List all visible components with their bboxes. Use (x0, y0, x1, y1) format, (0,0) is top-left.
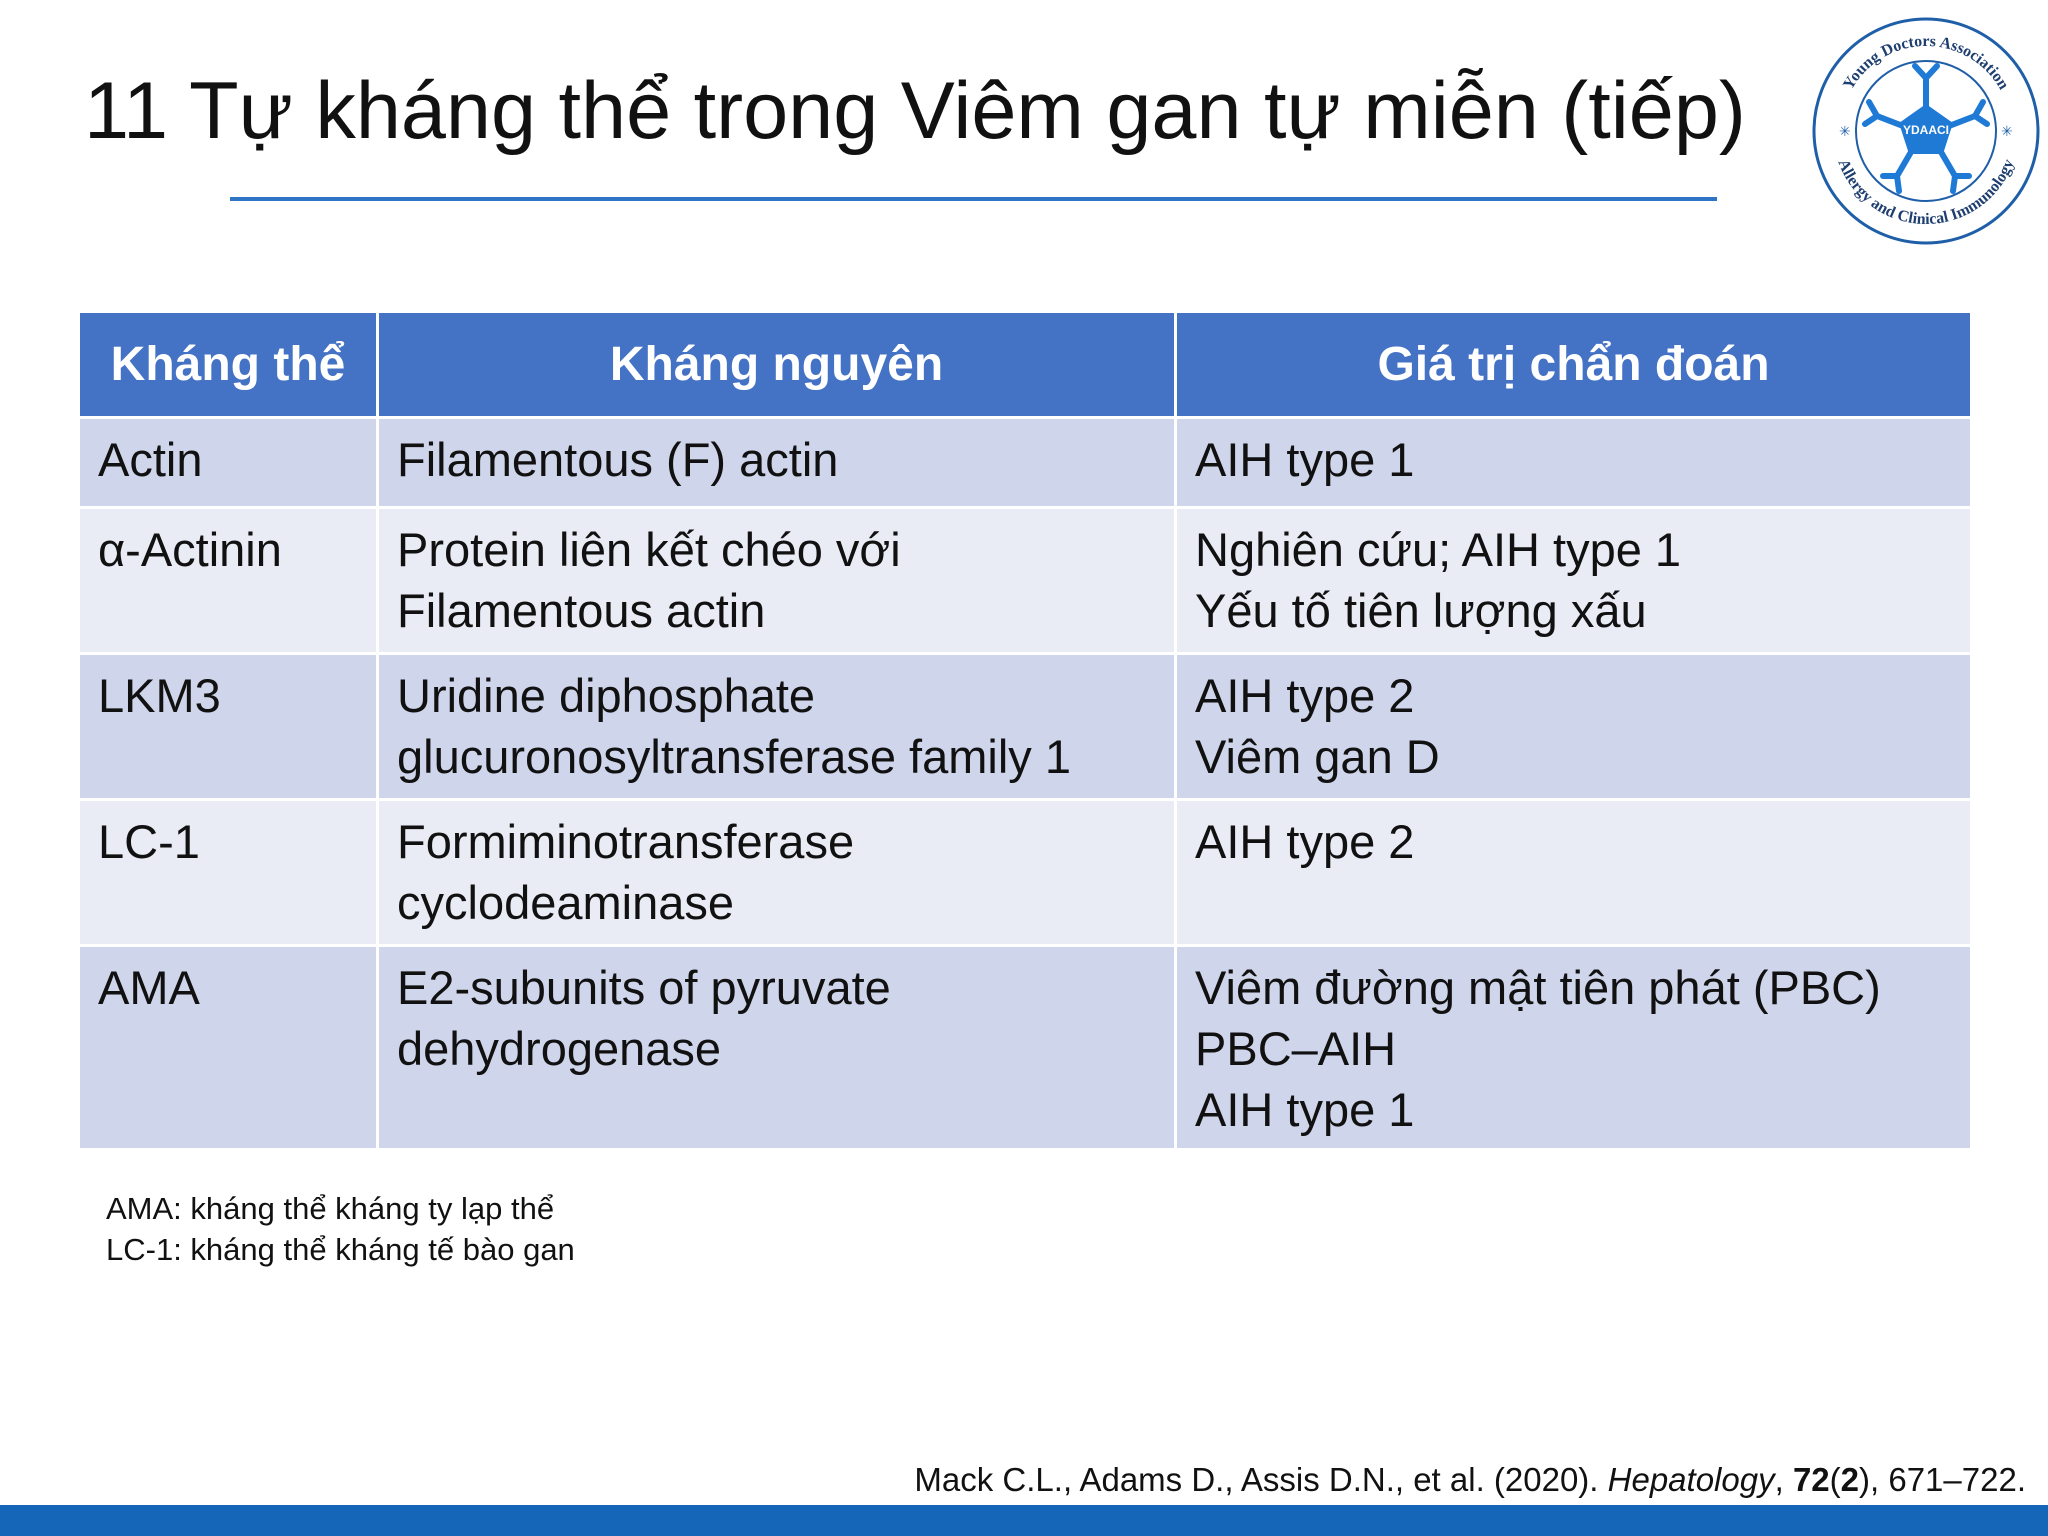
cell-antibody: LC-1 (79, 800, 378, 946)
logo-ring-bottom-text: Allergy and Clinical Immunology (1834, 156, 2018, 229)
citation-journal: Hepatology (1607, 1461, 1775, 1498)
cell-diagnostic-value: AIH type 2 Viêm gan D (1176, 654, 1972, 800)
citation-authors: Mack C.L., Adams D., Assis D.N., et al. (2020). (914, 1461, 1608, 1498)
abbreviation-notes (106, 1188, 575, 1270)
cell-antigen: E2-subunits of pyruvate dehydrogenase (378, 946, 1176, 1150)
note-line: LC-1: kháng thể kháng tế bào gan (106, 1232, 575, 1267)
table-row (79, 946, 1972, 1150)
title-underline (230, 197, 1717, 201)
cell-antibody: LKM3 (79, 654, 378, 800)
note-line: AMA: kháng thể kháng ty lạp thể (106, 1191, 555, 1226)
table-header-row (79, 312, 1972, 418)
cell-diagnostic-value: AIH type 1 (1176, 418, 1972, 508)
star-icon-left: ✳ (1839, 123, 1851, 139)
ydaaci-logo (1811, 16, 2041, 246)
table-row (79, 800, 1972, 946)
header-diagnostic-value: Giá trị chẩn đoán (1176, 312, 1972, 418)
cell-antibody: Actin (79, 418, 378, 508)
citation-volume: 72 (1792, 1461, 1830, 1498)
cell-diagnostic-value: Nghiên cứu; AIH type 1 Yếu tố tiên lượng xấu (1176, 508, 1972, 654)
table-row (79, 508, 1972, 654)
star-icon-right: ✳ (2001, 123, 2013, 139)
cell-antibody: AMA (79, 946, 378, 1150)
cell-antigen: Formiminotransferase cyclodeaminase (378, 800, 1176, 946)
footer-bar (0, 1505, 2048, 1536)
logo-center-text: YDAACI (1902, 123, 1950, 137)
table-row (79, 418, 1972, 508)
logo-ring-top-text: Young Doctors Association (1840, 32, 2012, 93)
citation-pages: , 671–722. (1870, 1461, 2026, 1498)
cell-antigen: Uridine diphosphate glucuronosyltransferase family 1 (378, 654, 1176, 800)
cell-antibody: α-Actinin (79, 508, 378, 654)
cell-antigen: Protein liên kết chéo với Filamentous actin (378, 508, 1176, 654)
cell-antigen: Filamentous (F) actin (378, 418, 1176, 508)
slide-title: 11 Tự kháng thể trong Viêm gan tự miễn (tiếp) (84, 66, 1746, 156)
table-row (79, 654, 1972, 800)
cell-diagnostic-value: Viêm đường mật tiên phát (PBC) PBC–AIH AIH type 1 (1176, 946, 1972, 1150)
cell-diagnostic-value: AIH type 2 (1176, 800, 1972, 946)
citation-issue: 2 (1840, 1461, 1860, 1498)
citation: Mack C.L., Adams D., Assis D.N., et al. (2020). Hepatology, 72(2), 671–722. (914, 1461, 2026, 1498)
header-antigen: Kháng nguyên (378, 312, 1176, 418)
header-antibody: Kháng thể (79, 312, 378, 418)
autoantibody-table (77, 310, 1973, 1151)
